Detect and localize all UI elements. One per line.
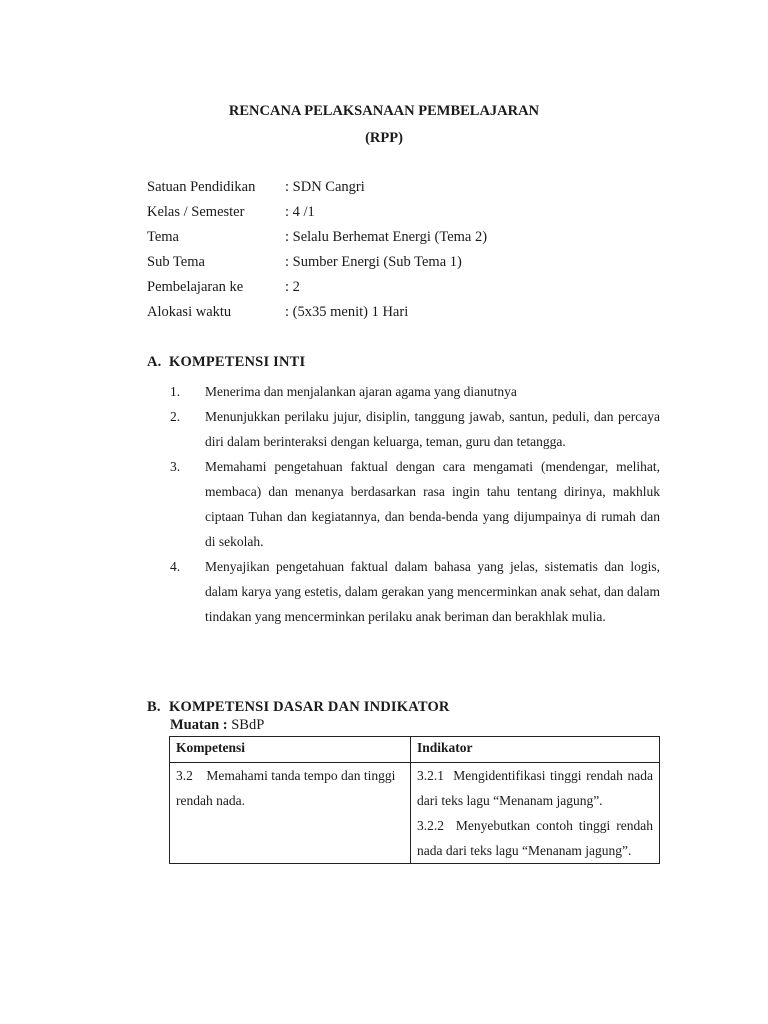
list-text: Memahami pengetahuan faktual dengan cara mengamati (mendengar, melihat, membaca) dan menanya berdasarkan rasa ingin tahu tentang dirinya, makhluk ciptaan Tuhan dan kegiatannya, dan benda-benda yang dijumpainya di rumah dan di sekolah.	[205, 459, 660, 549]
indikator-cell	[411, 763, 660, 864]
indikator-item: 3.2.2 Menyebutkan contoh tinggi rendah nada dari teks lagu “Menanam jagung”.	[417, 818, 657, 858]
section-letter: B.	[147, 699, 161, 715]
list-number: 2.	[170, 409, 181, 424]
identity-value: : Sumber Energi (Sub Tema 1)	[285, 254, 462, 270]
identity-row	[147, 229, 647, 254]
identity-row	[147, 204, 647, 229]
identity-value: : (5x35 menit) 1 Hari	[285, 304, 409, 320]
kompetensi-table	[169, 736, 660, 864]
list-item	[170, 454, 660, 554]
document-subtitle: (RPP)	[365, 130, 403, 146]
list-number: 4.	[170, 559, 181, 574]
table-header-row	[170, 737, 660, 763]
list-item	[170, 554, 660, 629]
column-header-indikator: Indikator	[411, 737, 660, 763]
muatan-line	[170, 717, 264, 734]
list-number: 1.	[170, 384, 181, 399]
list-number: 3.	[170, 459, 181, 474]
identity-value: : SDN Cangri	[285, 179, 365, 195]
identity-value: : 2	[285, 279, 300, 295]
identity-row	[147, 254, 647, 279]
kompetensi-text: 3.2 Memahami tanda tempo dan tinggi rendah nada.	[176, 768, 399, 808]
muatan-label: Muatan :	[170, 717, 228, 733]
list-text: Menunjukkan perilaku jujur, disiplin, tanggung jawab, santun, peduli, dan percaya diri dalam berinteraksi dengan keluarga, teman, guru dan tetangga.	[205, 409, 660, 449]
identity-label: Kelas / Semester	[147, 204, 245, 220]
identity-label: Pembelajaran ke	[147, 279, 244, 295]
section-b-heading	[147, 699, 450, 716]
muatan-value: SBdP	[227, 717, 265, 733]
identity-row	[147, 279, 647, 304]
identity-label: Alokasi waktu	[147, 304, 232, 320]
section-title: KOMPETENSI DASAR DAN INDIKATOR	[169, 699, 450, 715]
identity-value: : Selalu Berhemat Energi (Tema 2)	[285, 229, 488, 245]
identity-label: Tema	[147, 229, 179, 245]
indikator-item: 3.2.1 Mengidentifikasi tinggi rendah nada dari teks lagu “Menanam jagung”.	[417, 768, 657, 808]
list-text: Menyajikan pengetahuan faktual dalam bahasa yang jelas, sistematis dan logis, dalam karya yang estetis, dalam gerakan yang mencerminkan anak sehat, dan dalam tindakan yang mencerminkan perilaku anak beriman dan berakhlak mulia.	[205, 559, 660, 624]
column-header-kompetensi: Kompetensi	[170, 737, 411, 763]
list-item	[170, 404, 660, 454]
identity-value: : 4 /1	[285, 204, 315, 220]
kompetensi-cell	[170, 763, 411, 864]
document-title: RENCANA PELAKSANAAN PEMBELAJARAN	[228, 103, 540, 119]
section-letter: A.	[147, 354, 162, 370]
list-item	[170, 379, 660, 404]
list-text: Menerima dan menjalankan ajaran agama yang dianutnya	[205, 384, 517, 399]
identity-label: Satuan Pendidikan	[147, 179, 256, 195]
identity-row	[147, 304, 647, 329]
section-a-heading	[147, 354, 305, 371]
section-title: KOMPETENSI INTI	[169, 354, 306, 370]
identity-label: Sub Tema	[147, 254, 205, 270]
table-row	[170, 763, 660, 864]
kompetensi-inti-list	[170, 379, 660, 629]
identity-row	[147, 179, 647, 204]
identity-block	[147, 179, 647, 329]
